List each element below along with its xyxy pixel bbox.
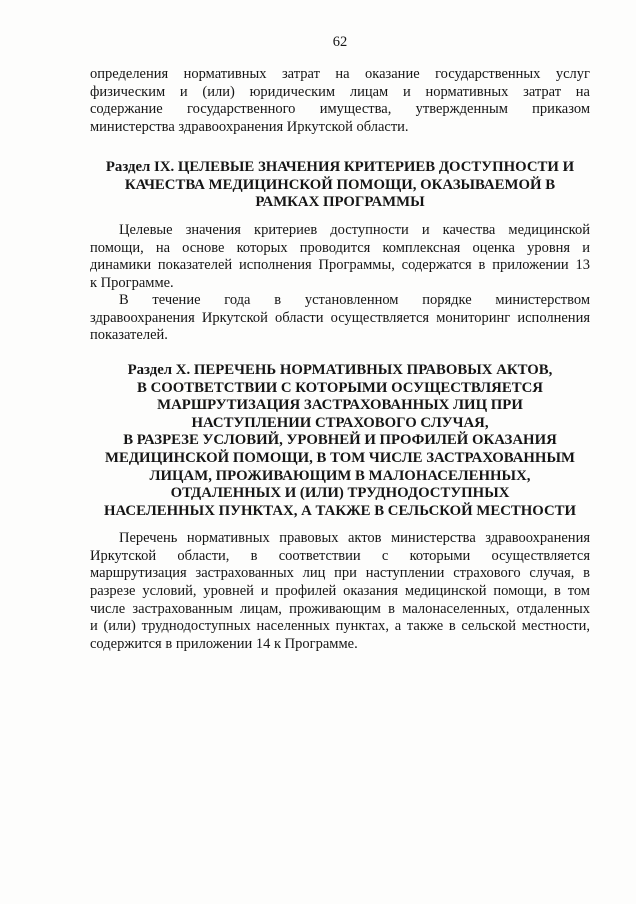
paragraph-line: показателей. [90,327,168,344]
section-heading-line: МЕДИЦИНСКОЙ ПОМОЩИ, В ТОМ ЧИСЛЕ ЗАСТРАХОВАННЫМ [105,449,575,466]
paragraph-line: к Программе. [90,275,174,292]
page-number: 62 [332,34,348,50]
section-heading-line: КАЧЕСТВА МЕДИЦИНСКОЙ ПОМОЩИ, ОКАЗЫВАЕМОЙ В [124,176,556,193]
section-heading-line: РАМКАХ ПРОГРАММЫ [255,194,425,211]
section-heading-line: В СООТВЕТСТВИИ С КОТОРЫМИ ОСУЩЕСТВЛЯЕТСЯ [137,379,543,396]
section-10-heading [90,362,590,520]
section-heading-line: ОТДАЛЕННЫХ И (ИЛИ) ТРУДНОДОСТУПНЫХ [170,485,510,502]
paragraph-line: физическим и (или) юридическим лицам и нормативных затрат на [90,83,590,100]
paragraph-line: здравоохранения Иркутской области осуществляется мониторинг исполнения [90,309,590,326]
paragraph-line: Перечень нормативных правовых актов министерства здравоохранения [119,530,590,546]
paragraph-line: министерства здравоохранения Иркутской области. [90,119,409,136]
paragraph-line: содержится в приложении 14 к Программе. [90,636,358,653]
paragraph-line: разрезе условий, уровней и профилей оказания медицинской помощи, в том [90,583,590,600]
paragraph-line: числе застрахованным лицам, проживающим в малонаселенных, отдаленных [90,600,590,617]
section-heading-line: Раздел IX. ЦЕЛЕВЫЕ ЗНАЧЕНИЯ КРИТЕРИЕВ ДОСТУПНОСТИ И [105,159,575,175]
paragraph-line: маршрутизация застрахованных лиц при наступлении страхового случая, в [90,565,590,582]
section-9-heading [90,159,590,212]
section-10-paragraph-1 [90,530,590,654]
paragraph-line: Целевые значения критериев доступности и качества медицинской [119,222,590,238]
section-heading-line: НАСЕЛЕННЫХ ПУНКТАХ, А ТАКЖЕ В СЕЛЬСКОЙ МЕСТНОСТИ [103,502,577,519]
section-heading-line: ЛИЦАМ, ПРОЖИВАЮЩИМ В МАЛОНАСЕЛЕННЫХ, [149,467,531,484]
section-heading-line: НАСТУПЛЕНИИ СТРАХОВОГО СЛУЧАЯ, [191,414,489,431]
paragraph-line: определения нормативных затрат на оказание государственных услуг [90,66,590,82]
paragraph-line: содержание государственного имущества, утвержденным приказом [90,101,590,118]
paragraph-line: Иркутской области, в соответствии с которыми осуществляется [90,547,590,564]
section-9-paragraph-2 [90,292,590,345]
section-heading-line: МАРШРУТИЗАЦИЯ ЗАСТРАХОВАННЫХ ЛИЦ ПРИ [157,397,523,414]
paragraph-line: и (или) труднодоступных населенных пунктах, а также в сельской местности, [90,618,590,635]
section-9-paragraph-1 [90,222,590,293]
paragraph-line: В течение года в установленном порядке министерством [119,292,590,308]
paragraph-line: динамики показателей исполнения Программы, содержатся в приложении 13 [90,257,590,274]
intro-paragraph [90,66,590,137]
section-heading-line: Раздел X. ПЕРЕЧЕНЬ НОРМАТИВНЫХ ПРАВОВЫХ АКТОВ, [127,362,553,378]
section-heading-line: В РАЗРЕЗЕ УСЛОВИЙ, УРОВНЕЙ И ПРОФИЛЕЙ ОКАЗАНИЯ [123,432,557,449]
paragraph-line: помощи, на основе которых проводится комплексная оценка уровня и [90,239,590,256]
